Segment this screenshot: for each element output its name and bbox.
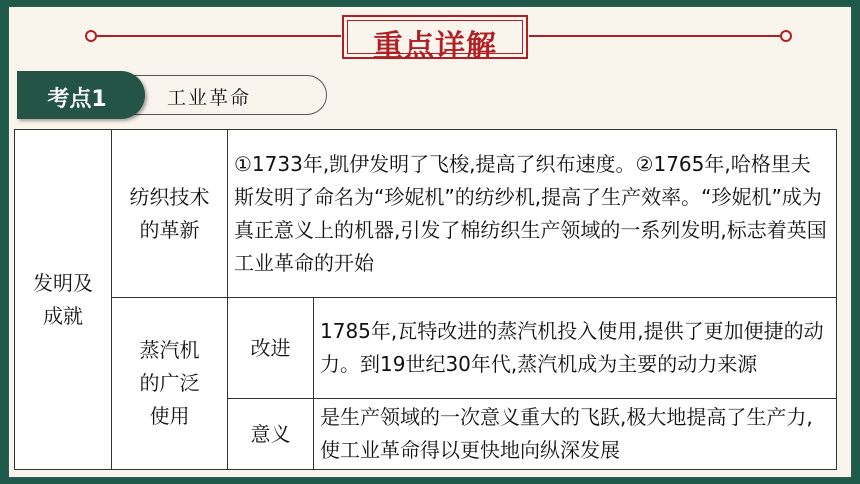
title-ornament-right (780, 30, 792, 42)
category-cell: 发明及 成就 (15, 130, 112, 470)
description-cell: ①1733年,凯伊发明了飞梭,提高了织布速度。②1765年,哈格里夫斯发明了命名为“珍妮机”的纺纱机,提高了生产效率。“珍妮机”成为真正意义上的机器,引发了棉纺织生产领域的一系列发明,标志着英国工业革命的开始 (228, 130, 837, 298)
item-text-cell: 1785年,瓦特改进的蒸汽机投入使用,提供了更加便捷的动力。到19世纪30年代,蒸汽机成为主要的动力来源 (314, 298, 837, 399)
title-ornament-left (85, 30, 97, 42)
section-badge-text: 考点1 (47, 87, 107, 112)
content-table (14, 129, 837, 470)
item-label-cell: 改进 (228, 298, 314, 399)
sub-category-cell: 蒸汽机 的广泛 使用 (112, 298, 228, 470)
section-badge (17, 71, 145, 119)
page-title: 重点详解 (373, 29, 497, 64)
table-row (15, 130, 837, 298)
sub-category-cell: 纺织技术 的革新 (112, 130, 228, 298)
item-text-cell: 是生产领域的一次意义重大的飞跃,极大地提高了生产力,使工业革命得以更快地向纵深发展 (314, 399, 837, 470)
item-label-cell: 意义 (228, 399, 314, 470)
table-row (15, 298, 837, 399)
title-box (342, 15, 528, 64)
section-label: 工业革命 (167, 87, 252, 109)
title-divider-right (529, 35, 781, 37)
title-divider-left (97, 35, 341, 37)
